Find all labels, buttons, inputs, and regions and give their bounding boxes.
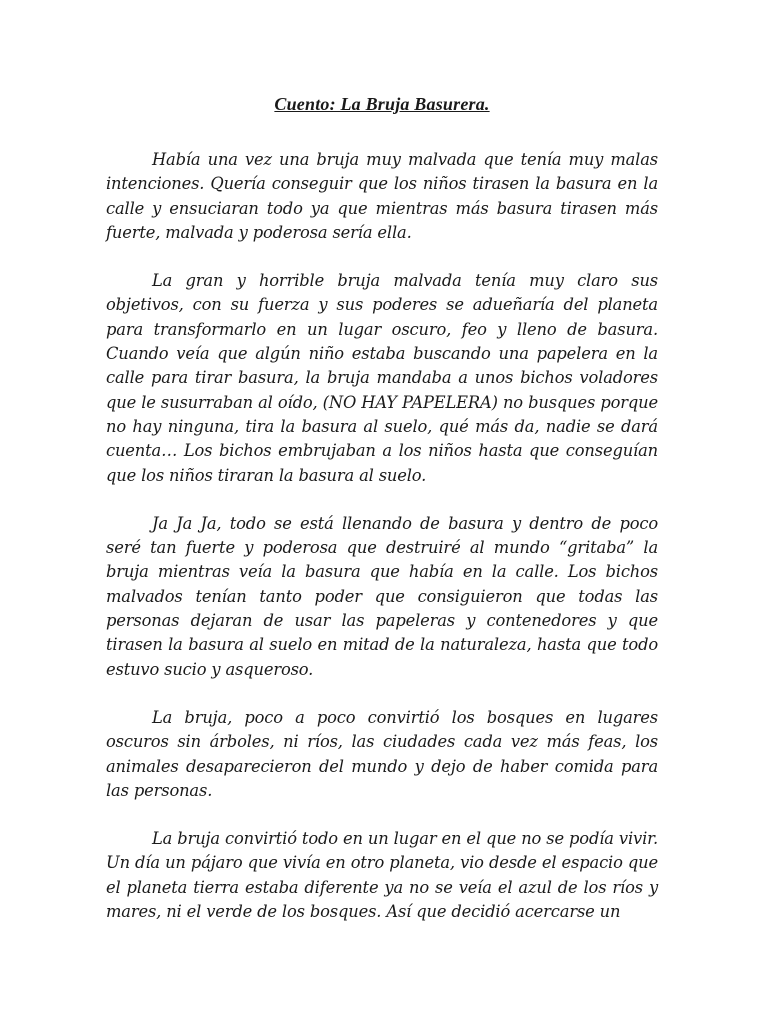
paragraph-3: Ja Ja Ja, todo se está llenando de basura y dentro de poco seré tan fuerte y poderosa que destruiré al mundo “gritaba” la bruja mientras veía la basura que había en la calle. Los bichos malvados tenían tanto poder que consiguieron que todas las personas dejaran de usar las papeleras y contenedores y que tirasen la basura al suelo en mitad de la naturaleza, hasta que todo estuvo sucio y asqueroso.	[106, 513, 658, 679]
paragraph-5: La bruja convirtió todo en un lugar en el que no se podía vivir. Un día un pájaro que vivía en otro planeta, vio desde el espacio que el planeta tierra estaba diferente ya no se veía el azul de los ríos y mares, ni el verde de los bosques. Así que decidió acercarse un	[106, 829, 658, 922]
paragraph-1: Había una vez una bruja muy malvada que tenía muy malas intenciones. Quería conseguir que los niños tirasen la basura en la calle y ensuciaran todo ya que mientras más basura tirasen más fuerte, malvada y poderosa sería ella.	[106, 150, 658, 242]
paragraph-4: La bruja, poco a poco convirtió los bosques en lugares oscuros sin árboles, ni ríos, las ciudades cada vez más feas, los animales desaparecieron del mundo y dejo de haber comida para las personas.	[106, 707, 658, 800]
document-title: Cuento: La Bruja Basurera.	[274, 94, 490, 114]
paragraph-2: La gran y horrible bruja malvada tenía muy claro sus objetivos, con su fuerza y sus poderes se adueñaría del planeta para transformarlo en un lugar oscuro, feo y lleno de basura. Cuando veía que algún niño estaba buscando una papelera en la calle para tirar basura, la bruja mandaba a unos bichos voladores que le susurraban al oído, (NO HAY PAPELERA) no busques porque no hay ninguna, tira la basura al suelo, qué más da, nadie se dará cuenta… Los bichos embrujaban a los niños hasta que conseguían que los niños tiraran la basura al suelo.	[106, 271, 658, 485]
